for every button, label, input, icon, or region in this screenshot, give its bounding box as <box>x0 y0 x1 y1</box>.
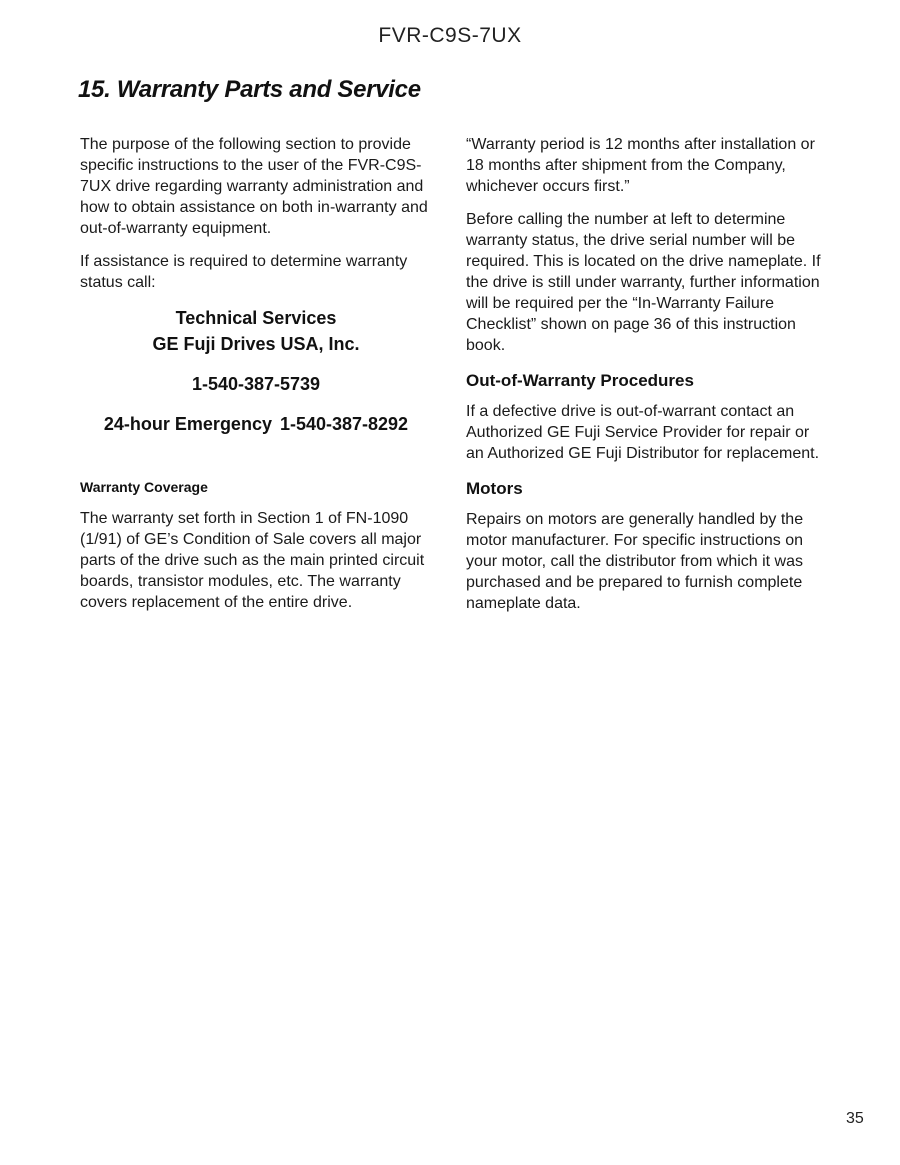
contact-department: Technical Services <box>175 308 337 328</box>
contact-company: GE Fuji Drives USA, Inc. <box>152 334 360 354</box>
motors-paragraph: Repairs on motors are generally handled by the motor manufacturer. For specific instructions on your motor, call the distributor from which it was purchased and be prepared to furnish complete nameplate data. <box>466 511 804 612</box>
intro-paragraph: The purpose of the following section to provide specific instructions to the user of the FVR-C9S-7UX drive regarding warranty administration and how to obtain assistance on both in-warranty and out-of-warranty equipment. <box>80 136 428 237</box>
contact-phone: 1-540-387-5739 <box>191 374 321 394</box>
warranty-coverage-heading: Warranty Coverage <box>80 479 208 495</box>
out-of-warranty-heading: Out-of-Warranty Procedures <box>466 371 694 390</box>
left-column <box>80 134 432 625</box>
section-title: 15. Warranty Parts and Service <box>78 76 421 103</box>
motors-heading: Motors <box>466 479 523 498</box>
assistance-paragraph: If assistance is required to determine warranty status call: <box>80 253 408 291</box>
before-calling-paragraph: Before calling the number at left to determine warranty status, the drive serial number will be required. This is located on the drive nameplate. If the drive is still under warranty, further information will be required per the “In-Warranty Failure Checklist” shown on page 36 of this instruction book. <box>466 211 821 354</box>
page-number: 35 <box>846 1110 864 1127</box>
warranty-period-paragraph: “Warranty period is 12 months after installation or 18 months after shipment from the Company, whichever occurs first.” <box>466 136 815 195</box>
contact-emergency <box>80 411 432 437</box>
page-header-model: FVR-C9S-7UX <box>378 24 522 47</box>
warranty-coverage-paragraph: The warranty set forth in Section 1 of FN-1090 (1/91) of GE’s Condition of Sale covers all major parts of the drive such as the main printed circuit boards, transistor modules, etc. The warranty covers replacement of the entire drive. <box>80 510 425 611</box>
emergency-phone: 1-540-387-8292 <box>279 414 409 434</box>
right-column <box>466 134 826 626</box>
contact-block <box>80 305 432 437</box>
out-of-warranty-paragraph: If a defective drive is out-of-warrant contact an Authorized GE Fuji Service Provider for repair or an Authorized GE Fuji Distributor for replacement. <box>466 403 820 462</box>
emergency-label: 24-hour Emergency <box>103 414 272 434</box>
